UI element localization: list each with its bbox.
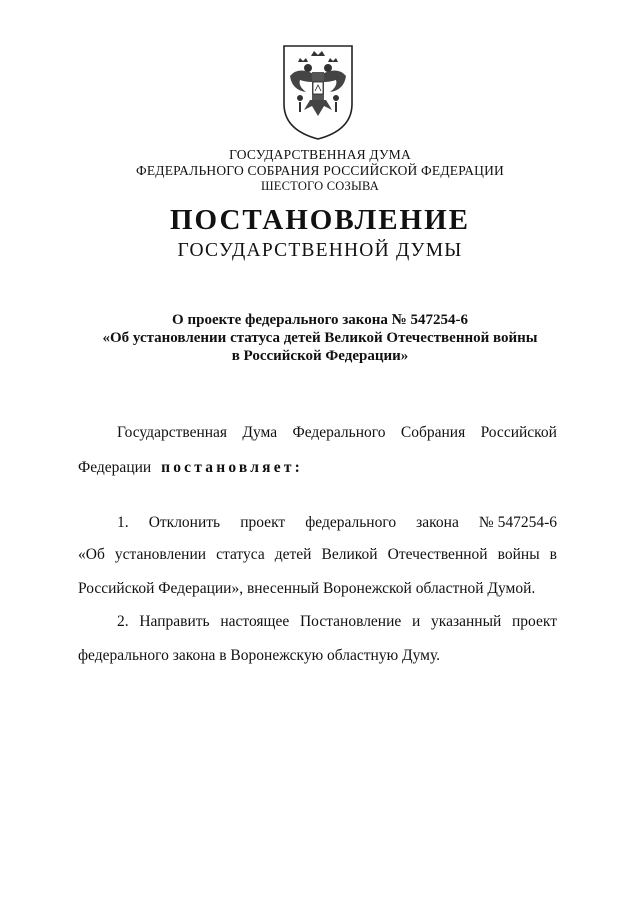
item1-line-3: Российской Федерации», внесенный Воронежской областной Думой. bbox=[78, 580, 536, 597]
word: Отклонить bbox=[148, 514, 221, 531]
word: Дума bbox=[242, 424, 278, 441]
intro-line-2 bbox=[78, 459, 303, 477]
word: установлении bbox=[114, 546, 207, 563]
word: Собрания bbox=[400, 424, 466, 441]
item-number: 1. bbox=[117, 514, 129, 531]
word: «Об bbox=[78, 546, 105, 563]
item-number: 2. bbox=[117, 613, 129, 630]
word: указанный bbox=[431, 613, 502, 630]
word: Направить bbox=[139, 613, 210, 630]
word: федерального bbox=[305, 514, 397, 531]
header-line-duma: ГОСУДАРСТВЕННАЯ ДУМА bbox=[229, 147, 411, 162]
header-line-federal-assembly: ФЕДЕРАЛЬНОГО СОБРАНИЯ РОССИЙСКОЙ ФЕДЕРАЦИИ bbox=[136, 163, 504, 178]
word: проект bbox=[512, 613, 557, 630]
subject-line-1: О проекте федерального закона № 547254-6 bbox=[172, 312, 468, 328]
word: и bbox=[412, 613, 421, 630]
word: Федерации bbox=[78, 459, 152, 476]
coat-of-arms-emblem bbox=[278, 42, 358, 142]
document-subtitle: ГОСУДАРСТВЕННОЙ ДУМЫ bbox=[177, 240, 463, 261]
item1-line-2 bbox=[78, 546, 557, 564]
word: Великой bbox=[321, 546, 378, 563]
document-title: ПОСТАНОВЛЕНИЕ bbox=[169, 204, 470, 236]
bill-number: № 547254-6 bbox=[478, 514, 557, 531]
word: проект bbox=[240, 514, 286, 531]
word: закона bbox=[416, 514, 459, 531]
resolves-verb: постановляет: bbox=[161, 459, 303, 476]
word: статуса bbox=[216, 546, 265, 563]
item1-line-1 bbox=[117, 514, 557, 532]
word: настоящее bbox=[220, 613, 290, 630]
word: Государственная bbox=[117, 424, 228, 441]
word: в bbox=[549, 546, 557, 563]
intro-line-1 bbox=[117, 424, 557, 442]
subject-line-3: в Российской Федерации» bbox=[231, 348, 409, 364]
word: войны bbox=[497, 546, 540, 563]
subject-line-2: «Об установлении статуса детей Великой Отечественной войны bbox=[102, 330, 538, 346]
word: Федерального bbox=[292, 424, 386, 441]
word: Российской bbox=[480, 424, 557, 441]
item2-line-1 bbox=[117, 613, 557, 631]
item2-line-2: федерального закона в Воронежскую областную Думу. bbox=[78, 647, 441, 664]
word: детей bbox=[274, 546, 312, 563]
header-line-convocation: ШЕСТОГО СОЗЫВА bbox=[260, 179, 380, 193]
word: Постановление bbox=[299, 613, 402, 630]
word: Отечественной bbox=[387, 546, 488, 563]
